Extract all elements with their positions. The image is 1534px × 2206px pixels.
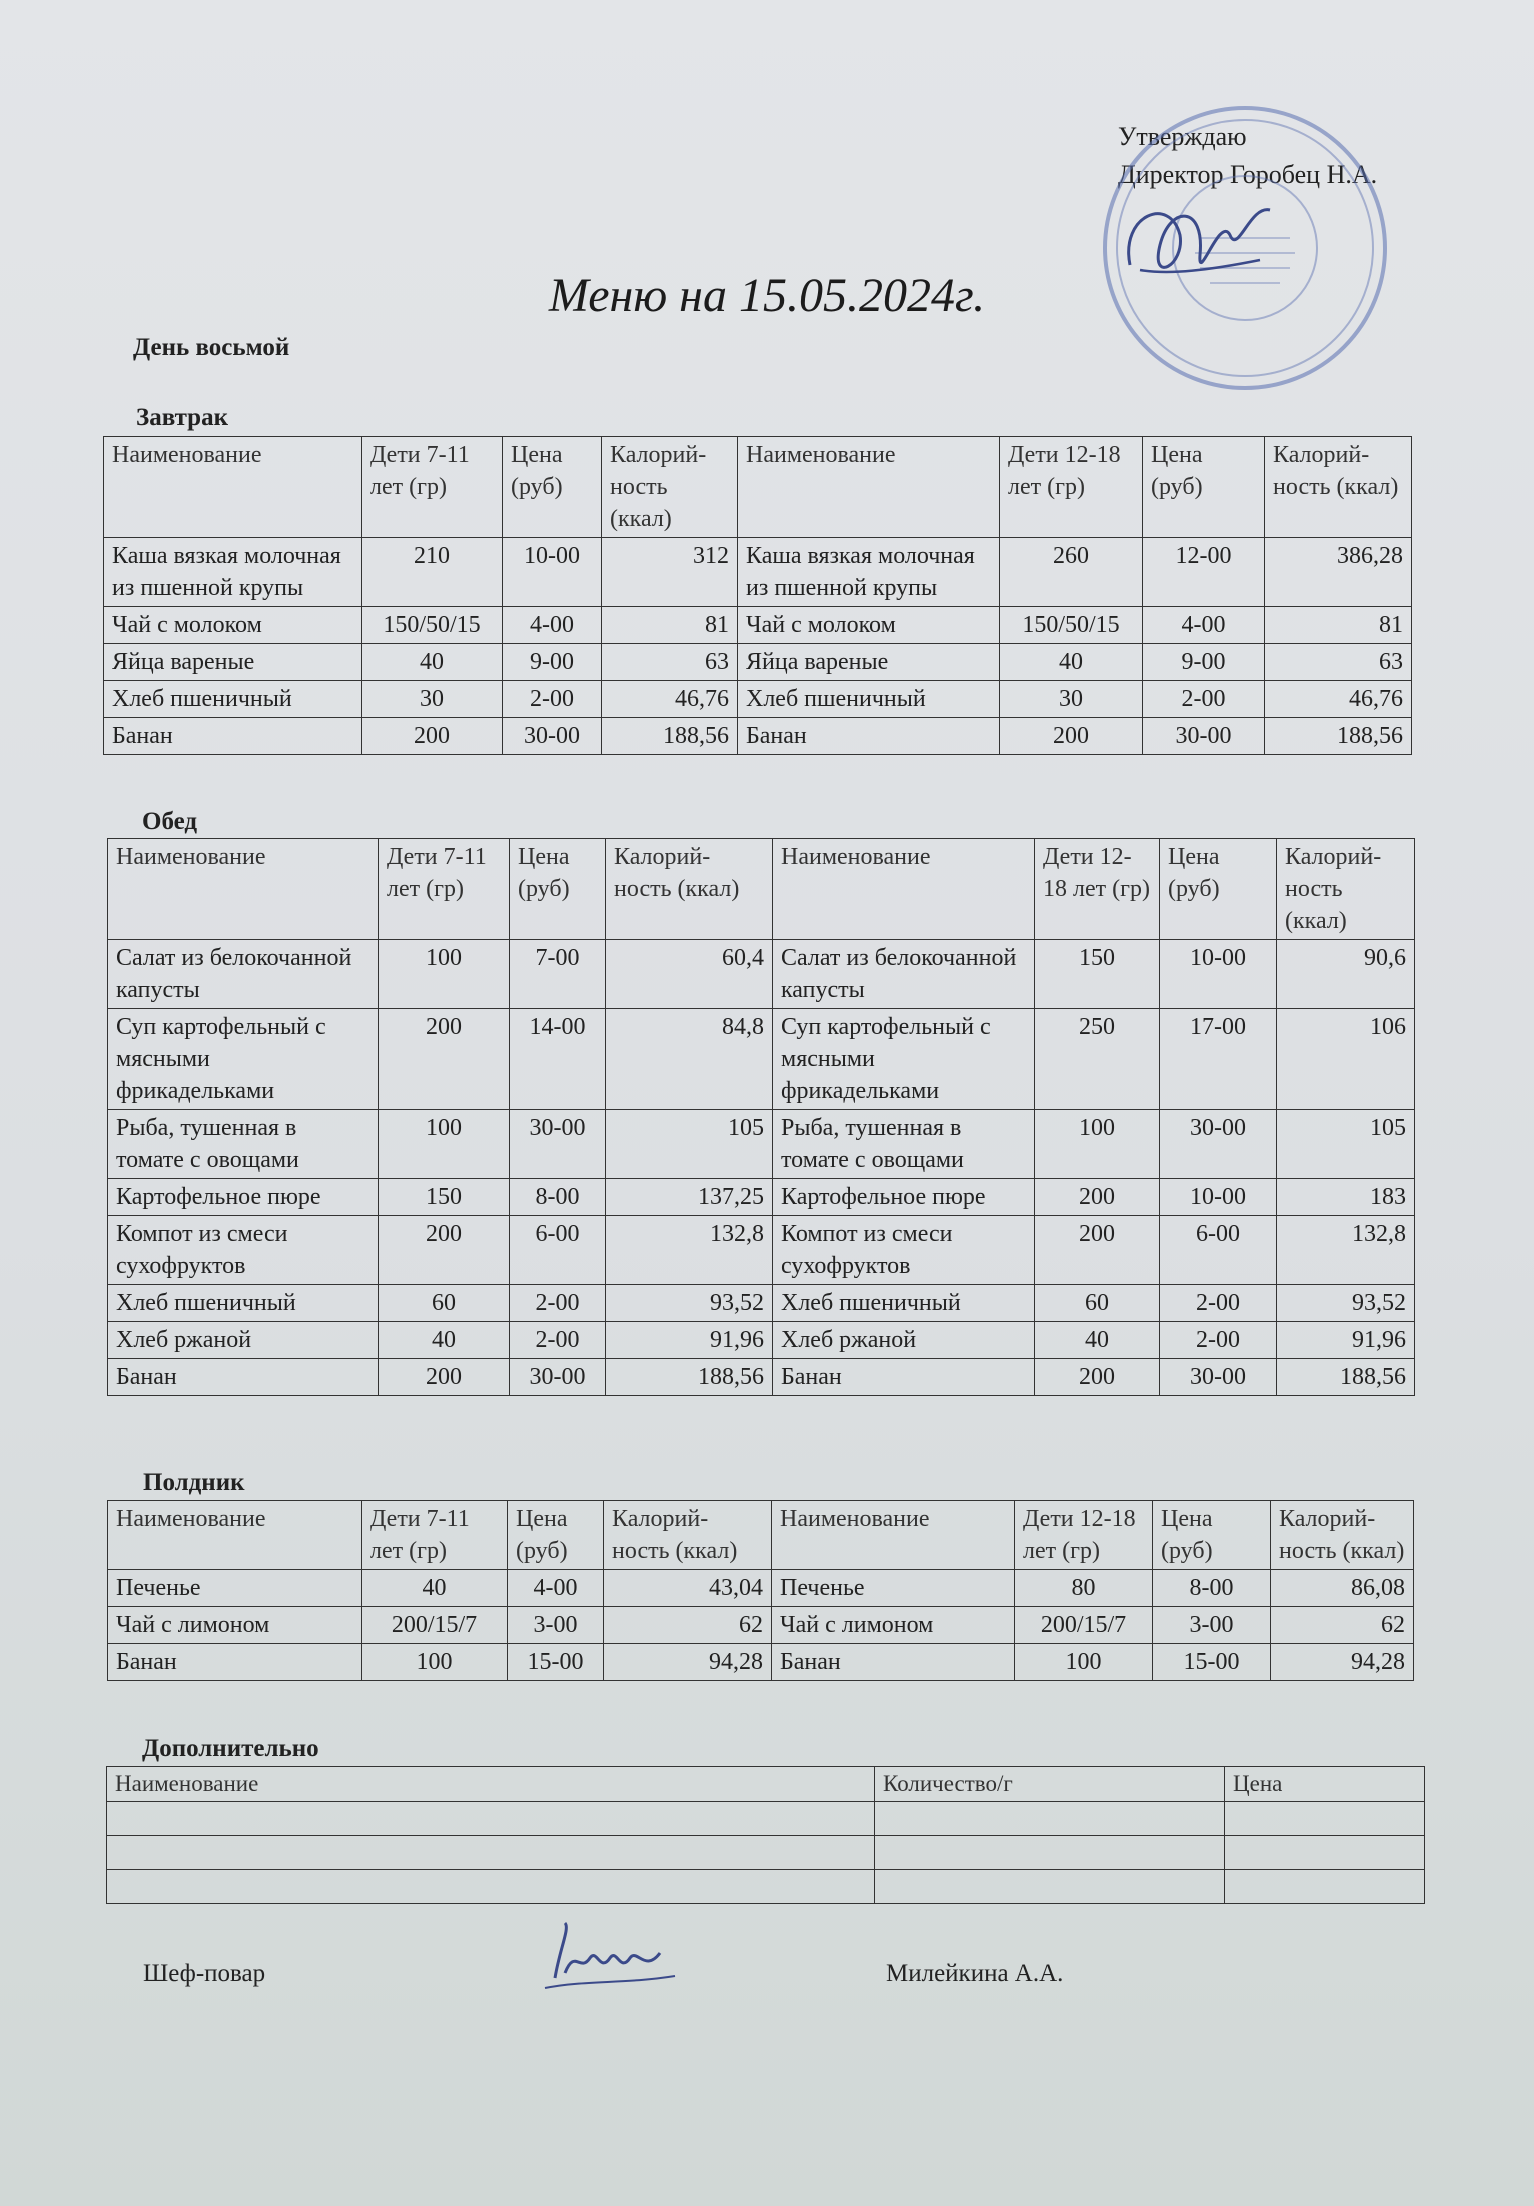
price-12-18: 12-00 xyxy=(1143,538,1265,607)
header-price: Цена (руб) xyxy=(1153,1501,1271,1570)
calories-7-11: 60,4 xyxy=(606,940,773,1009)
calories-7-11: 105 xyxy=(606,1110,773,1179)
header-kids-7-11: Дети 7-11 лет (гр) xyxy=(379,839,510,940)
header-kids-12-18: Дети 12-18 лет (гр) xyxy=(1015,1501,1153,1570)
dish-name: Компот из смеси сухофруктов xyxy=(108,1216,379,1285)
dish-name: Суп картофельный с мясными фрикадельками xyxy=(773,1009,1035,1110)
header-calories: Калорий-ность (ккал) xyxy=(1271,1501,1414,1570)
price-7-11: 30-00 xyxy=(510,1110,606,1179)
table-row xyxy=(108,1359,1415,1396)
header-price: Цена (руб) xyxy=(1160,839,1277,940)
dish-name: Банан xyxy=(108,1359,379,1396)
price-12-18: 30-00 xyxy=(1143,718,1265,755)
dish-name: Каша вязкая молочная из пшенной крупы xyxy=(104,538,362,607)
portion-7-11: 60 xyxy=(379,1285,510,1322)
extra-empty-row xyxy=(107,1802,1425,1836)
portion-12-18: 150 xyxy=(1035,940,1160,1009)
chef-name: Милейкина А.А. xyxy=(886,1960,1064,1987)
price-7-11: 4-00 xyxy=(508,1570,604,1607)
dish-name: Хлеб пшеничный xyxy=(738,681,1000,718)
price-12-18: 15-00 xyxy=(1153,1644,1271,1681)
table-row xyxy=(108,1179,1415,1216)
price-7-11: 6-00 xyxy=(510,1216,606,1285)
dish-name: Печенье xyxy=(108,1570,362,1607)
portion-7-11: 100 xyxy=(379,1110,510,1179)
portion-7-11: 200 xyxy=(379,1359,510,1396)
price-12-18: 30-00 xyxy=(1160,1110,1277,1179)
header-name: Наименование xyxy=(738,437,1000,538)
extra-table xyxy=(106,1766,1425,1904)
empty-cell xyxy=(107,1802,875,1836)
calories-7-11: 63 xyxy=(602,644,738,681)
portion-7-11: 200/15/7 xyxy=(362,1607,508,1644)
portion-12-18: 150/50/15 xyxy=(1000,607,1143,644)
empty-cell xyxy=(1225,1836,1425,1870)
dish-name: Рыба, тушенная в томате с овощами xyxy=(108,1110,379,1179)
dish-name: Картофельное пюре xyxy=(108,1179,379,1216)
portion-12-18: 200 xyxy=(1035,1359,1160,1396)
dish-name: Банан xyxy=(772,1644,1015,1681)
header-price: Цена (руб) xyxy=(508,1501,604,1570)
portion-12-18: 200 xyxy=(1035,1179,1160,1216)
dish-name: Салат из белокочанной капусты xyxy=(108,940,379,1009)
price-7-11: 2-00 xyxy=(503,681,602,718)
day-label: День восьмой xyxy=(133,334,290,361)
calories-12-18: 386,28 xyxy=(1265,538,1412,607)
table-row xyxy=(104,538,1412,607)
snack-table xyxy=(107,1500,1414,1681)
page-title: Меню на 15.05.2024г. xyxy=(548,269,986,322)
calories-7-11: 84,8 xyxy=(606,1009,773,1110)
dish-name: Чай с молоком xyxy=(104,607,362,644)
header-kids-7-11: Дети 7-11 лет (гр) xyxy=(362,437,503,538)
calories-12-18: 105 xyxy=(1277,1110,1415,1179)
approval-line-1: Утверждаю xyxy=(1118,122,1247,151)
table-row xyxy=(108,1110,1415,1179)
extra-header-row xyxy=(107,1767,1425,1802)
dish-name: Суп картофельный с мясными фрикадельками xyxy=(108,1009,379,1110)
calories-12-18: 94,28 xyxy=(1271,1644,1414,1681)
header-name: Наименование xyxy=(773,839,1035,940)
table-row xyxy=(104,644,1412,681)
header-kids-12-18: Дети 12-18 лет (гр) xyxy=(1000,437,1143,538)
price-12-18: 9-00 xyxy=(1143,644,1265,681)
header-name: Наименование xyxy=(108,1501,362,1570)
dish-name: Яйца вареные xyxy=(104,644,362,681)
header-kids-7-11: Дети 7-11 лет (гр) xyxy=(362,1501,508,1570)
lunch-label: Обед xyxy=(142,808,198,835)
calories-7-11: 137,25 xyxy=(606,1179,773,1216)
table-header-row xyxy=(108,839,1415,940)
calories-7-11: 81 xyxy=(602,607,738,644)
portion-7-11: 30 xyxy=(362,681,503,718)
price-7-11: 2-00 xyxy=(510,1322,606,1359)
price-12-18: 30-00 xyxy=(1160,1359,1277,1396)
price-7-11: 3-00 xyxy=(508,1607,604,1644)
calories-12-18: 132,8 xyxy=(1277,1216,1415,1285)
empty-cell xyxy=(107,1836,875,1870)
calories-7-11: 46,76 xyxy=(602,681,738,718)
price-12-18: 2-00 xyxy=(1160,1322,1277,1359)
calories-12-18: 90,6 xyxy=(1277,940,1415,1009)
price-7-11: 14-00 xyxy=(510,1009,606,1110)
approval-line-2: Директор Горобец Н.А. xyxy=(1118,160,1378,189)
extra-label: Дополнительно xyxy=(142,1735,319,1762)
dish-name: Чай с лимоном xyxy=(772,1607,1015,1644)
extra-col-name: Наименование xyxy=(107,1767,875,1802)
empty-cell xyxy=(875,1870,1225,1904)
table-header-row xyxy=(108,1501,1414,1570)
header-price: Цена (руб) xyxy=(510,839,606,940)
portion-12-18: 200 xyxy=(1000,718,1143,755)
dish-name: Рыба, тушенная в томате с овощами xyxy=(773,1110,1035,1179)
header-name: Наименование xyxy=(772,1501,1015,1570)
calories-12-18: 46,76 xyxy=(1265,681,1412,718)
chef-role: Шеф-повар xyxy=(143,1960,266,1987)
portion-7-11: 40 xyxy=(362,644,503,681)
price-12-18: 6-00 xyxy=(1160,1216,1277,1285)
price-12-18: 10-00 xyxy=(1160,1179,1277,1216)
portion-7-11: 200 xyxy=(379,1009,510,1110)
breakfast-table xyxy=(103,436,1412,755)
table-row xyxy=(108,1607,1414,1644)
extra-empty-row xyxy=(107,1836,1425,1870)
header-calories: Калорий-ность (ккал) xyxy=(604,1501,772,1570)
extra-col-price: Цена xyxy=(1225,1767,1425,1802)
header-name: Наименование xyxy=(104,437,362,538)
calories-7-11: 91,96 xyxy=(606,1322,773,1359)
calories-12-18: 81 xyxy=(1265,607,1412,644)
table-header-row xyxy=(104,437,1412,538)
header-kids-12-18: Дети 12-18 лет (гр) xyxy=(1035,839,1160,940)
price-12-18: 3-00 xyxy=(1153,1607,1271,1644)
price-7-11: 7-00 xyxy=(510,940,606,1009)
portion-12-18: 60 xyxy=(1035,1285,1160,1322)
table-row xyxy=(108,1570,1414,1607)
price-7-11: 30-00 xyxy=(503,718,602,755)
calories-7-11: 188,56 xyxy=(602,718,738,755)
dish-name: Хлеб пшеничный xyxy=(104,681,362,718)
portion-12-18: 40 xyxy=(1035,1322,1160,1359)
calories-12-18: 188,56 xyxy=(1265,718,1412,755)
portion-12-18: 80 xyxy=(1015,1570,1153,1607)
calories-7-11: 94,28 xyxy=(604,1644,772,1681)
dish-name: Хлеб ржаной xyxy=(773,1322,1035,1359)
table-row xyxy=(108,1216,1415,1285)
dish-name: Каша вязкая молочная из пшенной крупы xyxy=(738,538,1000,607)
dish-name: Чай с лимоном xyxy=(108,1607,362,1644)
portion-12-18: 40 xyxy=(1000,644,1143,681)
price-12-18: 4-00 xyxy=(1143,607,1265,644)
price-12-18: 17-00 xyxy=(1160,1009,1277,1110)
portion-12-18: 250 xyxy=(1035,1009,1160,1110)
table-row xyxy=(108,1285,1415,1322)
extra-empty-row xyxy=(107,1870,1425,1904)
calories-12-18: 183 xyxy=(1277,1179,1415,1216)
snack-label: Полдник xyxy=(143,1469,245,1496)
dish-name: Банан xyxy=(108,1644,362,1681)
portion-7-11: 150 xyxy=(379,1179,510,1216)
portion-12-18: 100 xyxy=(1015,1644,1153,1681)
header-calories: Калорий-ность (ккал) xyxy=(602,437,738,538)
dish-name: Яйца вареные xyxy=(738,644,1000,681)
price-12-18: 8-00 xyxy=(1153,1570,1271,1607)
calories-12-18: 188,56 xyxy=(1277,1359,1415,1396)
price-7-11: 9-00 xyxy=(503,644,602,681)
calories-7-11: 132,8 xyxy=(606,1216,773,1285)
portion-12-18: 30 xyxy=(1000,681,1143,718)
calories-7-11: 93,52 xyxy=(606,1285,773,1322)
empty-cell xyxy=(107,1870,875,1904)
empty-cell xyxy=(1225,1870,1425,1904)
empty-cell xyxy=(1225,1802,1425,1836)
dish-name: Компот из смеси сухофруктов xyxy=(773,1216,1035,1285)
price-7-11: 8-00 xyxy=(510,1179,606,1216)
calories-12-18: 63 xyxy=(1265,644,1412,681)
portion-7-11: 40 xyxy=(362,1570,508,1607)
header-name: Наименование xyxy=(108,839,379,940)
calories-12-18: 106 xyxy=(1277,1009,1415,1110)
header-calories: Калорий-ность (ккал) xyxy=(1277,839,1415,940)
dish-name: Хлеб ржаной xyxy=(108,1322,379,1359)
table-row xyxy=(108,1644,1414,1681)
portion-7-11: 40 xyxy=(379,1322,510,1359)
price-7-11: 30-00 xyxy=(510,1359,606,1396)
calories-12-18: 86,08 xyxy=(1271,1570,1414,1607)
dish-name: Хлеб пшеничный xyxy=(773,1285,1035,1322)
price-7-11: 15-00 xyxy=(508,1644,604,1681)
breakfast-label: Завтрак xyxy=(136,404,228,431)
dish-name: Банан xyxy=(738,718,1000,755)
portion-7-11: 150/50/15 xyxy=(362,607,503,644)
header-price: Цена (руб) xyxy=(1143,437,1265,538)
lunch-table xyxy=(107,838,1415,1396)
dish-name: Салат из белокочанной капусты xyxy=(773,940,1035,1009)
calories-7-11: 62 xyxy=(604,1607,772,1644)
table-row xyxy=(108,1322,1415,1359)
dish-name: Хлеб пшеничный xyxy=(108,1285,379,1322)
table-row xyxy=(108,940,1415,1009)
chef-signature-icon xyxy=(535,1918,685,1998)
price-7-11: 10-00 xyxy=(503,538,602,607)
extra-col-qty: Количество/г xyxy=(875,1767,1225,1802)
price-12-18: 2-00 xyxy=(1143,681,1265,718)
portion-7-11: 210 xyxy=(362,538,503,607)
table-row xyxy=(104,718,1412,755)
portion-12-18: 260 xyxy=(1000,538,1143,607)
table-row xyxy=(104,607,1412,644)
price-12-18: 10-00 xyxy=(1160,940,1277,1009)
portion-12-18: 100 xyxy=(1035,1110,1160,1179)
portion-7-11: 100 xyxy=(362,1644,508,1681)
portion-7-11: 200 xyxy=(362,718,503,755)
dish-name: Банан xyxy=(773,1359,1035,1396)
table-row xyxy=(108,1009,1415,1110)
header-calories: Калорий-ность (ккал) xyxy=(1265,437,1412,538)
empty-cell xyxy=(875,1836,1225,1870)
price-7-11: 4-00 xyxy=(503,607,602,644)
calories-12-18: 93,52 xyxy=(1277,1285,1415,1322)
calories-7-11: 188,56 xyxy=(606,1359,773,1396)
calories-12-18: 91,96 xyxy=(1277,1322,1415,1359)
price-12-18: 2-00 xyxy=(1160,1285,1277,1322)
dish-name: Чай с молоком xyxy=(738,607,1000,644)
calories-12-18: 62 xyxy=(1271,1607,1414,1644)
portion-12-18: 200/15/7 xyxy=(1015,1607,1153,1644)
portion-7-11: 100 xyxy=(379,940,510,1009)
portion-7-11: 200 xyxy=(379,1216,510,1285)
header-price: Цена (руб) xyxy=(503,437,602,538)
calories-7-11: 43,04 xyxy=(604,1570,772,1607)
price-7-11: 2-00 xyxy=(510,1285,606,1322)
dish-name: Печенье xyxy=(772,1570,1015,1607)
portion-12-18: 200 xyxy=(1035,1216,1160,1285)
dish-name: Банан xyxy=(104,718,362,755)
dish-name: Картофельное пюре xyxy=(773,1179,1035,1216)
empty-cell xyxy=(875,1802,1225,1836)
calories-7-11: 312 xyxy=(602,538,738,607)
header-calories: Калорий-ность (ккал) xyxy=(606,839,773,940)
table-row xyxy=(104,681,1412,718)
